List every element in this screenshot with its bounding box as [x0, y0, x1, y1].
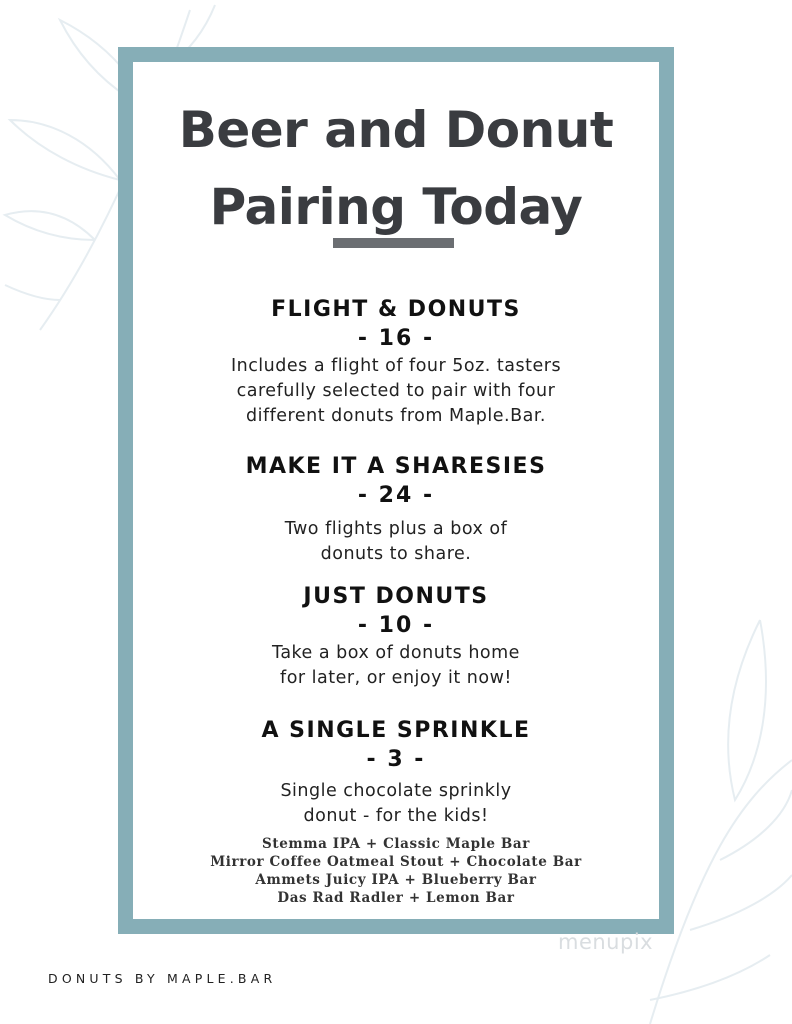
watermark: menupix: [558, 930, 654, 954]
item-price: - 16 -: [357, 326, 435, 351]
footer-credit: DONUTS BY MAPLE.BAR: [48, 971, 277, 986]
item-name: FLIGHT & DONUTS: [271, 297, 521, 322]
item-price: - 3 -: [366, 747, 426, 772]
page-title: Beer and Donut Pairing Today: [178, 101, 614, 236]
item-description: Includes a flight of four 5oz. tasters carefully selected to pair with four different donuts from Maple.Bar.: [230, 356, 562, 426]
item-name: MAKE IT A SHARESIES: [245, 454, 547, 479]
item-description: Single chocolate sprinkly donut - for the kids!: [280, 781, 512, 826]
item-name: A SINGLE SPRINKLE: [261, 718, 531, 743]
pairing-line: Ammets Juicy IPA + Blueberry Bar: [255, 872, 537, 888]
menu-item-make-it-a-sharesies: [133, 453, 659, 567]
pairing-line: Das Rad Radler + Lemon Bar: [277, 890, 515, 906]
menu-content: [133, 62, 659, 919]
item-price: - 10 -: [357, 613, 435, 638]
menu-item-just-donuts: [133, 583, 659, 691]
menu-frame: [118, 47, 674, 934]
menu-item-flight-and-donuts: [133, 296, 659, 429]
pairing-line: Mirror Coffee Oatmeal Stout + Chocolate Bar: [210, 854, 582, 870]
item-description: Two flights plus a box of donuts to share.: [284, 519, 508, 564]
item-name: JUST DONUTS: [303, 584, 489, 609]
pairing-line: Stemma IPA + Classic Maple Bar: [262, 836, 530, 852]
pairings-list: [133, 835, 659, 907]
title-divider: [333, 238, 454, 248]
menu-item-a-single-sprinkle: [133, 717, 659, 829]
item-description: Take a box of donuts home for later, or enjoy it now!: [272, 643, 520, 688]
item-price: - 24 -: [357, 483, 435, 508]
